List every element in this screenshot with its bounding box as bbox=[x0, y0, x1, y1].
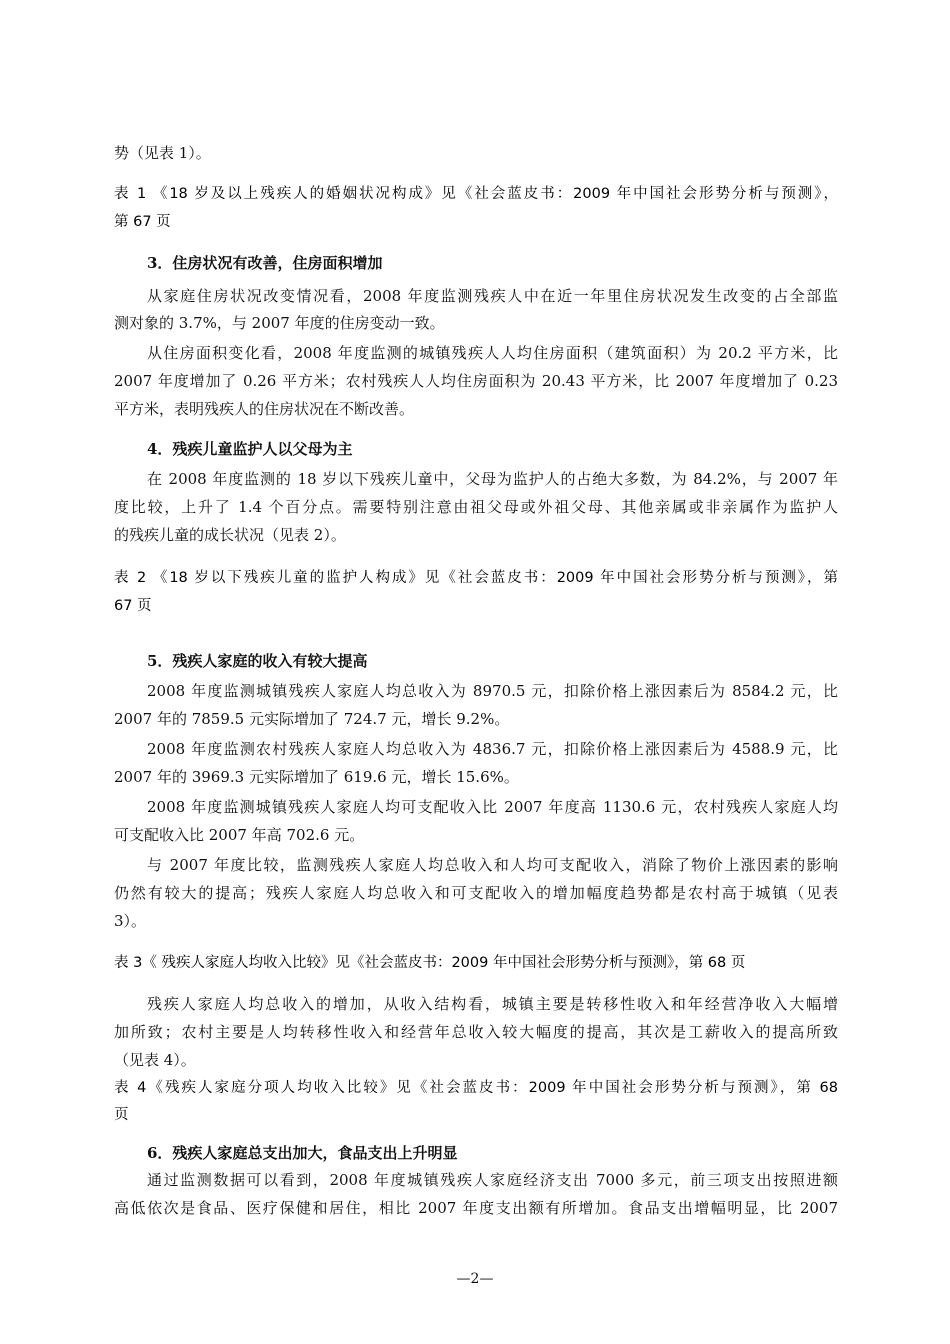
paragraph-line: 残疾人家庭人均总收入的增加，从收入结构看，城镇主要是转移性收入和年经营净收入大幅增 bbox=[147, 995, 838, 1013]
paragraph-line: （见表 4）。 bbox=[114, 1051, 196, 1069]
paragraph-line: 可支配收入比 2007 年高 702.6 元。 bbox=[114, 826, 365, 844]
section-5-heading: 5．残疾人家庭的收入有较大提高 bbox=[147, 652, 368, 670]
table-3-caption: 表 3《 残疾人家庭人均收入比较》见《社会蓝皮书：2009 年中国社会形势分析与预测》，第 68 页 bbox=[114, 955, 746, 971]
section-3-heading: 3．住房状况有改善，住房面积增加 bbox=[147, 254, 383, 272]
paragraph-line: 势（见表 1）。 bbox=[114, 144, 211, 162]
paragraph-line: 仍然有较大的提高；残疾人家庭人均总收入和可支配收入的增加幅度趋势都是农村高于城镇（见表 bbox=[114, 884, 838, 902]
table-4-caption-cont: 页 bbox=[114, 1107, 129, 1123]
paragraph-line: 2007 年度增加了 0.26 平方米；农村残疾人人均住房面积为 20.43 平方米，比 2007 年度增加了 0.23 bbox=[114, 372, 838, 390]
page-number: —2— bbox=[456, 1271, 494, 1287]
section-6-heading: 6．残疾人家庭总支出加大，食品支出上升明显 bbox=[147, 1144, 458, 1162]
paragraph-line: 从住房面积变化看，2008 年度监测的城镇残疾人人均住房面积（建筑面积）为 20.2 平方米，比 bbox=[147, 344, 838, 362]
table-2-caption-cont: 67 页 bbox=[114, 598, 152, 614]
paragraph-line: 2008 年度监测农村残疾人家庭人均总收入为 4836.7 元，扣除价格上涨因素后为 4588.9 元，比 bbox=[147, 740, 838, 758]
paragraph-line: 通过监测数据可以看到，2008 年度城镇残疾人家庭经济支出 7000 多元，前三项支出按照进额 bbox=[147, 1171, 838, 1189]
paragraph-line: 平方米，表明残疾人的住房状况在不断改善。 bbox=[114, 400, 415, 418]
paragraph-line: 2008 年度监测城镇残疾人家庭人均总收入为 8970.5 元，扣除价格上涨因素后为 8584.2 元，比 bbox=[147, 682, 838, 700]
paragraph-line: 度比较，上升了 1.4 个百分点。需要特别注意由祖父母或外祖父母、其他亲属或非亲属作为监护人 bbox=[114, 498, 838, 516]
paragraph-line: 3）。 bbox=[114, 912, 147, 930]
section-4-heading: 4．残疾儿童监护人以父母为主 bbox=[147, 440, 353, 458]
table-1-caption: 表 1 《18 岁及以上残疾人的婚姻状况构成》见《社会蓝皮书：2009 年中国社会形势分析与预测》， bbox=[114, 186, 838, 202]
paragraph-line: 测对象的 3.7%，与 2007 年度的住房变动一致。 bbox=[114, 314, 445, 332]
paragraph-line: 从家庭住房状况改变情况看，2008 年度监测残疾人中在近一年里住房状况发生改变的占全部监 bbox=[147, 287, 838, 305]
paragraph-line: 2008 年度监测城镇残疾人家庭人均可支配收入比 2007 年度高 1130.6 元，农村残疾人家庭人均 bbox=[147, 798, 838, 816]
paragraph-line: 在 2008 年度监测的 18 岁以下残疾儿童中，父母为监护人的占绝大多数，为 84.2%，与 2007 年 bbox=[147, 470, 838, 488]
table-4-caption: 表 4《残疾人家庭分项人均收入比较》见《社会蓝皮书：2009 年中国社会形势分析与预测》，第 68 bbox=[114, 1080, 838, 1096]
table-2-caption: 表 2 《18 岁以下残疾儿童的监护人构成》见《社会蓝皮书：2009 年中国社会形势分析与预测》，第 bbox=[114, 570, 838, 586]
paragraph-line: 高低依次是食品、医疗保健和居住，相比 2007 年度支出额有所增加。食品支出增幅明显，比 2007 bbox=[114, 1199, 838, 1217]
paragraph-line: 2007 年的 3969.3 元实际增加了 619.6 元，增长 15.6%。 bbox=[114, 768, 519, 786]
paragraph-line: 与 2007 年度比较，监测残疾人家庭人均总收入和人均可支配收入，消除了物价上涨因素的影响 bbox=[147, 856, 838, 874]
paragraph-line: 的残疾儿童的成长状况（见表 2）。 bbox=[114, 526, 346, 544]
table-1-caption-cont: 第 67 页 bbox=[114, 214, 171, 230]
paragraph-line: 2007 年的 7859.5 元实际增加了 724.7 元，增长 9.2%。 bbox=[114, 710, 510, 728]
paragraph-line: 加所致；农村主要是人均转移性收入和经营年总收入较大幅度的提高，其次是工薪收入的提高所致 bbox=[114, 1023, 838, 1041]
